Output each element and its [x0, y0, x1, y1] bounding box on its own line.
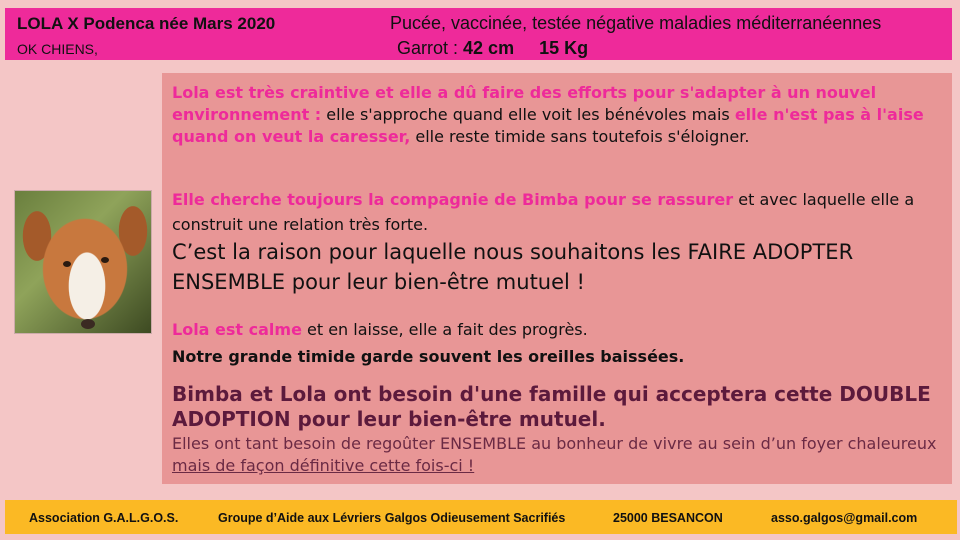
paragraph-temperament: [172, 82, 942, 148]
definitive-text: mais de façon définitive cette fois-ci !: [172, 456, 475, 475]
association-email: asso.galgos@gmail.com: [771, 511, 918, 525]
footer-banner: [5, 500, 957, 534]
calm-highlight: Lola est calme: [172, 320, 302, 339]
dog-eye-left: [63, 261, 71, 267]
size-label: Garrot :: [397, 38, 459, 58]
dog-nose: [81, 319, 95, 329]
paragraph-double-adoption: [172, 382, 942, 477]
paragraph-companion: [172, 187, 942, 237]
double-adoption-text: [172, 433, 942, 477]
header-banner: [5, 8, 952, 60]
description-panel: [162, 73, 952, 484]
health-info: Pucée, vaccinée, testée négative maladies méditerranéennes: [390, 13, 882, 33]
petting-text: elle reste timide sans toutefois s'éloigner.: [410, 127, 750, 146]
calm-text: et en laisse, elle a fait des progrès.: [301, 320, 588, 339]
paragraph-adopt-together: C’est la raison pour laquelle nous souhaitons les FAIRE ADOPTER ENSEMBLE pour leur bien-être mutuel !: [172, 240, 854, 294]
size-info: [397, 38, 588, 59]
companion-text: et avec laquelle elle a construit une relation très forte.: [172, 190, 915, 234]
dog-compatibility: OK CHIENS,: [17, 41, 98, 57]
ears-text: Notre grande timide garde souvent les oreilles baissées.: [172, 347, 685, 366]
temperament-text: elle s'approche quand elle voit les bénévoles mais: [321, 105, 735, 124]
temperament-highlight: Lola est très craintive et elle a dû faire des efforts pour s'adapter à un nouvel environnement :: [172, 83, 877, 124]
weight-value: 15 Kg: [539, 38, 589, 58]
dog-eye-right: [101, 257, 109, 263]
companion-highlight: Elle cherche toujours la compagnie de Bimba pour se rassurer: [172, 190, 734, 209]
association-city: 25000 BESANCON: [613, 511, 723, 525]
height-value: 42 cm: [463, 38, 515, 58]
petting-highlight: elle n'est pas à l'aise quand on veut la caresser,: [172, 105, 924, 146]
paragraph-calm: [172, 316, 942, 370]
association-name: Association G.A.L.G.O.S.: [29, 511, 179, 525]
home-text: Elles ont tant besoin de regoûter ENSEMBLE au bonheur de vivre au sein d’un foyer chaleureux: [172, 434, 937, 453]
dog-name: LOLA X Podenca née Mars 2020: [17, 14, 276, 33]
association-full-name: Groupe d’Aide aux Lévriers Galgos Odieusement Sacrifiés: [218, 511, 566, 525]
dog-photo: [14, 190, 152, 334]
double-adoption-heading: Bimba et Lola ont besoin d'une famille qui acceptera cette DOUBLE ADOPTION pour leur bien-être mutuel.: [172, 382, 931, 431]
